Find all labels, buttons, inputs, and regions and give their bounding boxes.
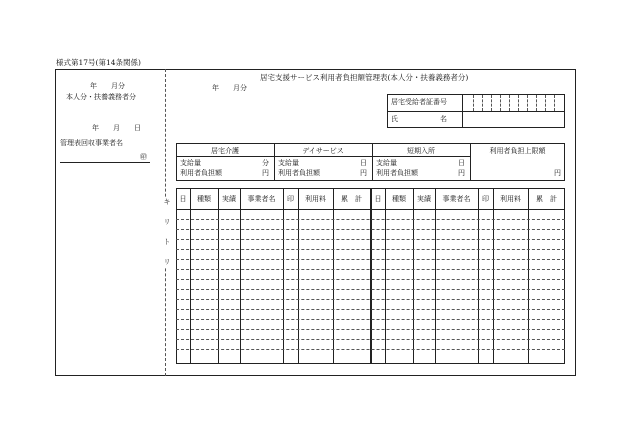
record-row-line bbox=[176, 219, 565, 220]
cert-cell bbox=[536, 95, 537, 111]
col-actual-left: 実績 bbox=[222, 195, 236, 203]
col-total-left: 累 計 bbox=[341, 195, 362, 203]
record-col-line bbox=[218, 188, 219, 364]
service-home-care-burden-unit: 円 bbox=[262, 169, 269, 177]
cert-cell bbox=[491, 95, 492, 111]
service-day-service-burden-label: 利用者負担額 bbox=[278, 169, 320, 177]
cap-label: 利用者負担上限額 bbox=[489, 147, 546, 155]
record-col-line bbox=[528, 188, 529, 364]
stub-date: 年 月 日 bbox=[92, 124, 141, 132]
record-table-center bbox=[370, 188, 372, 364]
name-label: 氏 名 bbox=[391, 115, 447, 123]
service-day-service-name: デイサービス bbox=[302, 147, 344, 155]
record-row-line bbox=[176, 319, 565, 320]
seal-mark: ㊞ bbox=[140, 153, 147, 161]
service-short-stay-burden-label: 利用者負担額 bbox=[376, 169, 418, 177]
record-row-line bbox=[176, 349, 565, 350]
col-actual-right: 実績 bbox=[417, 195, 431, 203]
stub-self-dependent: 本人分・扶養義務者分 bbox=[66, 93, 136, 101]
col-fee-right: 利用料 bbox=[500, 195, 521, 203]
record-col-line bbox=[385, 188, 386, 364]
record-row-line bbox=[176, 309, 565, 310]
cert-cell bbox=[518, 95, 519, 111]
col-provider-right: 事業者名 bbox=[442, 195, 471, 203]
record-col-line bbox=[240, 188, 241, 364]
form-number: 様式第17号(第14条関係) bbox=[56, 58, 141, 67]
col-day-left: 日 bbox=[179, 195, 187, 203]
record-row-line bbox=[176, 259, 565, 260]
record-col-line bbox=[298, 188, 299, 364]
record-row-line bbox=[176, 299, 565, 300]
record-col-line bbox=[190, 188, 191, 364]
cert-cell bbox=[482, 95, 483, 111]
service-day-service-qty-label: 支給量 bbox=[278, 159, 299, 167]
recipient-label-divider bbox=[462, 94, 463, 128]
service-short-stay-burden-unit: 円 bbox=[458, 169, 465, 177]
service-home-care-qty-unit: 分 bbox=[262, 159, 269, 167]
record-header-divider bbox=[176, 209, 565, 210]
cert-cell bbox=[527, 95, 528, 111]
record-row-line bbox=[176, 269, 565, 270]
collector-underline bbox=[60, 162, 150, 163]
cap-unit: 円 bbox=[554, 169, 561, 177]
service-header-divider bbox=[176, 156, 470, 157]
col-seal-left: 印 bbox=[287, 195, 294, 203]
cert-cell bbox=[545, 95, 546, 111]
service-home-care-qty-label: 支給量 bbox=[180, 159, 201, 167]
record-col-line bbox=[435, 188, 436, 364]
col-provider-left: 事業者名 bbox=[247, 195, 276, 203]
service-home-care-name: 居宅介護 bbox=[211, 147, 239, 155]
service-short-stay-qty-label: 支給量 bbox=[376, 159, 397, 167]
recipient-divider bbox=[387, 111, 565, 112]
col-fee-left: 利用料 bbox=[305, 195, 326, 203]
main-year-month: 年 月分 bbox=[212, 84, 247, 92]
stub-year-month: 年 月分 bbox=[90, 82, 125, 90]
col-type-left: 種類 bbox=[197, 195, 211, 203]
record-col-line bbox=[413, 188, 414, 364]
cert-cell bbox=[554, 95, 555, 111]
record-row-line bbox=[176, 229, 565, 230]
col-seal-right: 印 bbox=[482, 195, 489, 203]
record-row-line bbox=[176, 249, 565, 250]
record-col-line bbox=[478, 188, 479, 364]
col-day-right: 日 bbox=[374, 195, 382, 203]
cert-number-label: 居宅受給者証番号 bbox=[391, 98, 447, 106]
service-day-service-qty-unit: 日 bbox=[360, 159, 367, 167]
col-total-right: 累 計 bbox=[536, 195, 557, 203]
service-short-stay-name: 短期入所 bbox=[407, 147, 435, 155]
cert-cell bbox=[509, 95, 510, 111]
record-row-line bbox=[176, 329, 565, 330]
col-type-right: 種類 bbox=[392, 195, 406, 203]
service-short-stay-qty-unit: 日 bbox=[458, 159, 465, 167]
service-home-care-burden-label: 利用者負担額 bbox=[180, 169, 222, 177]
stub-collector-label: 管理表回収事業者名 bbox=[60, 139, 123, 147]
record-col-line bbox=[493, 188, 494, 364]
record-row-line bbox=[176, 339, 565, 340]
cut-text: キ リ ト リ bbox=[159, 198, 171, 268]
record-col-line bbox=[333, 188, 334, 364]
record-row-line bbox=[176, 279, 565, 280]
record-col-line bbox=[283, 188, 284, 364]
service-day-service-burden-unit: 円 bbox=[360, 169, 367, 177]
record-row-line bbox=[176, 289, 565, 290]
cert-cell bbox=[500, 95, 501, 111]
cert-cell bbox=[473, 95, 474, 111]
main-title: 居宅支援サービス利用者負担額管理表(本人分・扶養義務者分) bbox=[260, 73, 469, 82]
record-row-line bbox=[176, 239, 565, 240]
